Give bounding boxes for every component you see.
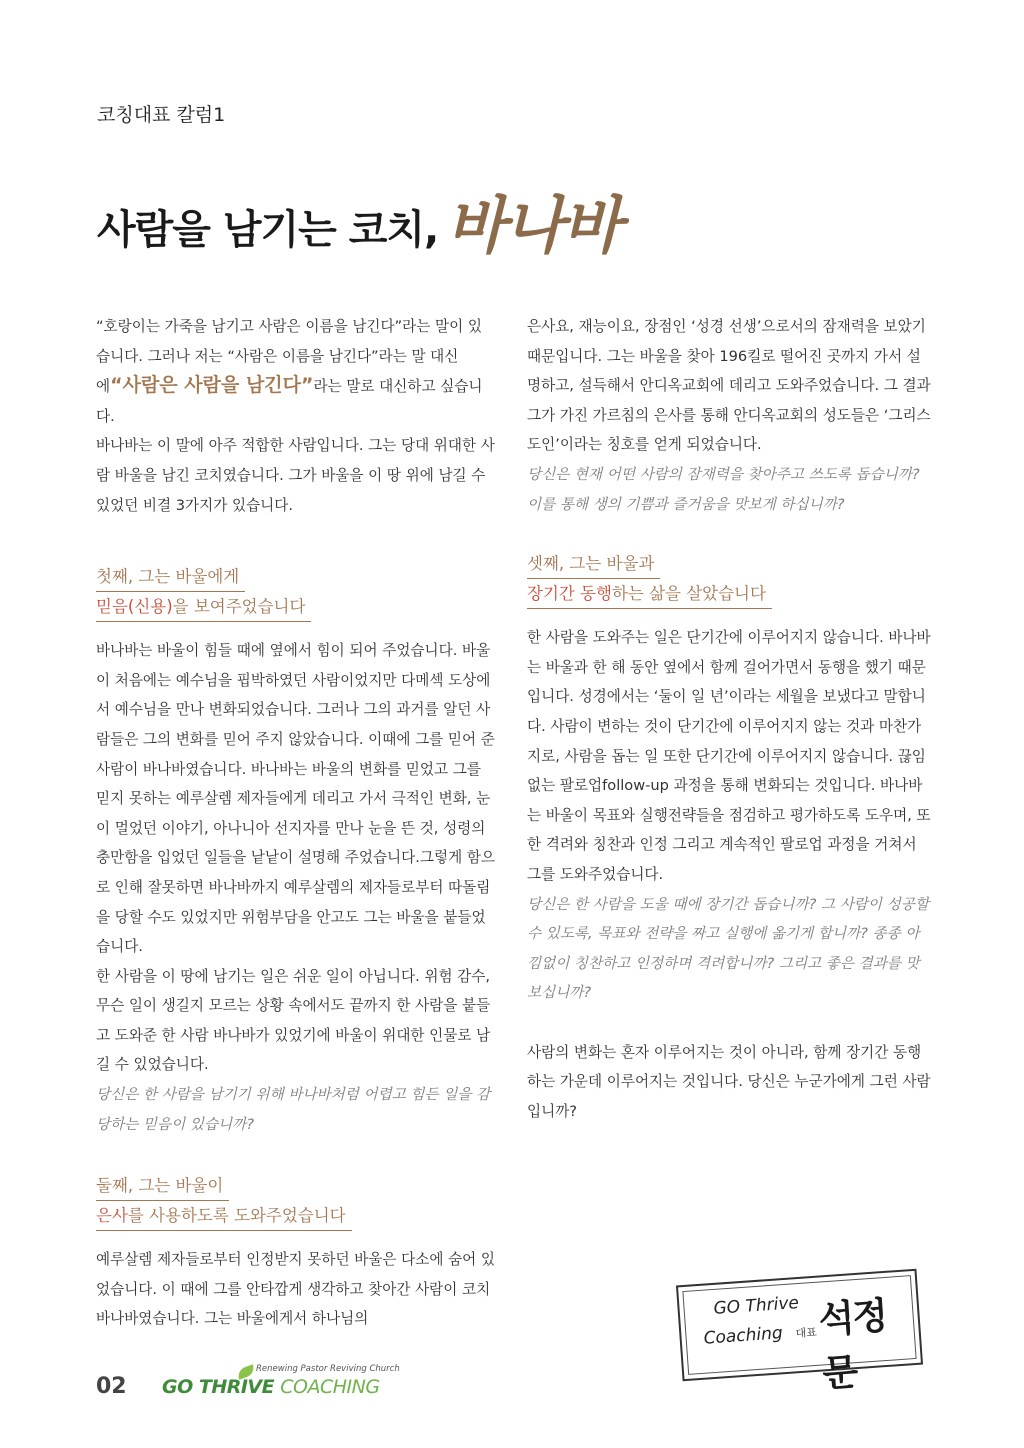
left-column	[96, 312, 496, 1334]
heading-3-red: 장기간 동행	[527, 584, 612, 604]
brand-name-b: COACHING	[280, 1376, 380, 1398]
page-number: 02	[96, 1374, 127, 1399]
heading-2-red: 은사	[96, 1206, 128, 1226]
section-1-paragraph-2: 한 사람을 이 땅에 남기는 일은 쉬운 일이 아닙니다. 위험 감수, 무슨 일이 생길지 모르는 상황 속에서도 끝까지 한 사람을 붙들고 도와준 한 사람 바나바가 있었기에 바울이 위대한 인물로 남길 수 있었습니다.	[96, 967, 491, 1074]
heading-3-rest: 하는 삶을 살았습니다	[611, 584, 766, 604]
signature-name: 석정문	[817, 1293, 888, 1396]
section-3-paragraph-1: 한 사람을 도와주는 일은 단기간에 이루어지지 않습니다. 바나바는 바울과 한 해 동안 옆에서 함께 걸어가면서 동행을 했기 때문입니다. 성경에서는 ‘둘이 일 년’이라는 세월을 보냈다고 말합니다. 사람이 변하는 것이 단기간에 이루어지지 않는 것과 마찬가지로, 사람을 돕는 일 또한 단기간에 이루어지지 않습니다. 끊임없는 팔로업follow-up 과정을 통해 변화되는 것입니다. 바나바는 바울이 목표와 실행전략들을 점검하고 평가하도록 도우며, 또한 격려와 칭찬과 인정 그리고 계속적인 팔로업 과정을 거쳐서 그를 도와주었습니다.	[527, 629, 931, 883]
section-2-paragraph-1: 예루살렘 제자들로부터 인정받지 못하던 바울은 다소에 숨어 있었습니다. 이 때에 그를 안타깝게 생각하고 찾아간 사람이 코치 바나바였습니다. 그는 바울에게서 하나님의	[96, 1251, 496, 1328]
section-1-question: 당신은 한 사람을 남기기 위해 바나바처럼 어렵고 힘든 일을 감당하는 믿음이 있습니까?	[96, 1086, 491, 1133]
heading-2-line2	[96, 1201, 352, 1231]
brand-logo	[162, 1364, 402, 1404]
brand-name-a: GO THRIVE	[162, 1376, 275, 1398]
signature-org-line2: Coaching	[703, 1323, 784, 1349]
title-accent: 바나바	[446, 189, 620, 262]
heading-1-red: 믿음(신용)	[96, 597, 173, 617]
signature-org-line1: GO Thrive	[712, 1293, 800, 1319]
section-heading-1	[96, 562, 496, 622]
right-column	[527, 312, 932, 1127]
heading-1-line2	[96, 592, 311, 622]
section-heading-3	[527, 549, 932, 609]
title-main: 사람을 남기는 코치,	[97, 207, 439, 253]
intro-paragraph	[96, 312, 496, 431]
page-title	[97, 166, 620, 262]
section-2-continued: 은사요, 재능이요, 장점인 ‘성경 선생’으로서의 잠재력을 보았기 때문입니다. 그는 바울을 찾아 196킬로 떨어진 곳까지 가서 설명하고, 설득해서 안디옥교회에 데리고 도와주었습니다. 그 결과 그가 가진 가르침의 은사를 통해 안디옥교회의 성도들은 ‘그리스도인’이라는 칭호를 얻게 되었습니다.	[527, 318, 931, 454]
heading-3-line2	[527, 579, 772, 609]
section-3-question: 당신은 한 사람을 도울 때에 장기간 돕습니까? 그 사람이 성공할 수 있도록, 목표와 전략을 짜고 실행에 옮기게 합니까? 종종 아낌없이 칭찬하고 인정하며 격려합니까? 그리고 좋은 결과를 맛보십니까?	[527, 895, 929, 1002]
intro-text-b: 라는 말로 대신하고 싶습니다.	[96, 378, 483, 425]
intro-text-a: “호랑이는 가죽을 남기고 사람은 이름을 남긴다”라는 말이 있습니다. 그러나 저는 “사람은 이름을 남긴다”라는 말 대신에	[96, 318, 482, 396]
heading-3-line1: 셋째, 그는 바울과	[527, 549, 660, 579]
signature-box	[676, 1269, 923, 1396]
section-heading-2	[96, 1171, 496, 1231]
signature-role: 대표	[795, 1325, 818, 1341]
closing-paragraph: 사람의 변화는 혼자 이루어지는 것이 아니라, 함께 장기간 동행하는 가운데 이루어지는 것입니다. 당신은 누군가에게 그런 사람입니까?	[527, 1043, 931, 1121]
highlight-quote: “사람은 사람을 남긴다”	[110, 374, 314, 397]
section-1-paragraph-1: 바나바는 바울이 힘들 때에 옆에서 힘이 되어 주었습니다. 바울이 처음에는 예수님을 핍박하였던 사람이었지만 다메섹 도상에서 예수님을 만나 변화되었습니다. 그러나 그의 과거를 알던 사람들은 그의 변화를 믿어 주지 않았습니다. 이때에 그를 믿어 준 사람이 바나바였습니다. 바나바는 바울의 변화를 믿었고 그를 믿지 못하는 예루살렘 제자들에게 데리고 가서 극적인 변화, 눈이 멀었던 이야기, 아나니아 선지자를 만나 눈을 뜬 것, 성령의 충만함을 입었던 일들을 낱낱이 설명해 주었습니다.그렇게 함으로 인해 잘못하면 바나바까지 예루살렘의 제자들로부터 따돌림을 당할 수도 있었지만 위험부담을 안고도 그는 바울을 붙들었습니다.	[96, 642, 496, 956]
heading-1-rest: 을 보여주었습니다	[172, 597, 306, 617]
column-kicker: 코칭대표 칼럼1	[97, 104, 226, 126]
heading-2-line1: 둘째, 그는 바울이	[96, 1171, 229, 1201]
brand-name	[162, 1376, 380, 1398]
heading-2-rest: 를 사용하도록 도와주었습니다	[127, 1206, 346, 1226]
intro-paragraph-2: 바나바는 이 말에 아주 적합한 사람입니다. 그는 당대 위대한 사람 바울을 남긴 코치였습니다. 그가 바울을 이 땅 위에 남길 수 있었던 비결 3가지가 있습니다.	[96, 437, 495, 514]
heading-1-line1: 첫째, 그는 바울에게	[96, 562, 245, 592]
brand-tagline: Renewing Pastor Reviving Church	[256, 1364, 400, 1374]
section-2-question: 당신은 현재 어떤 사람의 잠재력을 찾아주고 쓰도록 돕습니까? 이를 통해 생의 기쁨과 즐거움을 맛보게 하십니까?	[527, 465, 920, 513]
